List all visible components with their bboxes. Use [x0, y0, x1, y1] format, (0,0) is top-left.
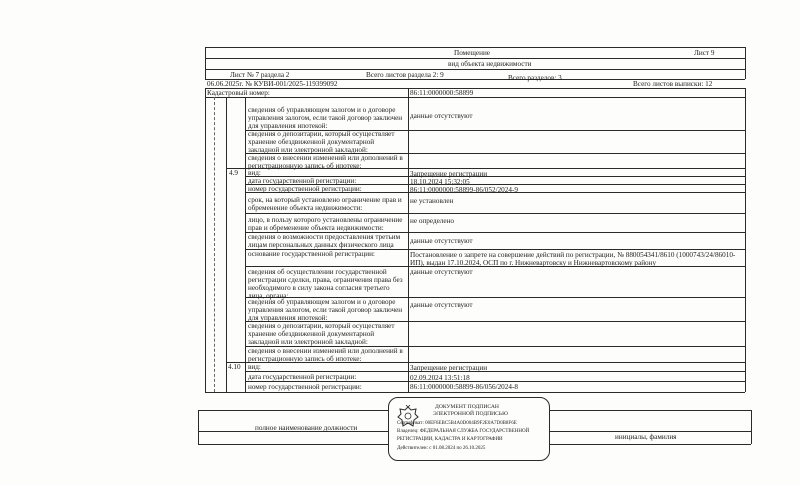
cadastral-label: Кадастровый номер:	[207, 89, 270, 97]
document-title: Помещение	[454, 49, 490, 57]
section-sheet-count: Всего листов раздела 2: 9	[366, 71, 444, 79]
sheet-number: Лист 9	[694, 49, 715, 57]
stamp-title: ДОКУМЕНТ ПОДПИСАН	[435, 404, 499, 410]
stamp-owner: Владелец: ФЕДЕРАЛЬНАЯ СЛУЖБА ГОСУДАРСТВЕННОЙ	[397, 429, 530, 434]
entry-type-label-2: вид:	[248, 363, 261, 371]
stamp-subtitle: ЭЛЕКТРОННОЙ ПОДПИСЬЮ	[433, 411, 508, 417]
registration-number-value: 86:11:0000000:58899-86/052/2024-9	[410, 186, 518, 194]
position-title-label: полное наименование должности	[255, 424, 358, 432]
registration-number-value-2: 86:11:0000000:58899-86/056/2024-8	[410, 383, 518, 391]
section-count: Всего разделов: 3	[508, 74, 562, 82]
cadastral-value: 86:11:0000000:58899	[410, 89, 474, 97]
restriction-term-value: не установлен	[410, 197, 454, 205]
entry-type-value-2: Запрещение регистрации	[410, 364, 488, 372]
depositary-label-2: сведения о депозитарии, который осуществляет хранение обездвиженной документарной закладной или электронной закладной:	[248, 322, 395, 346]
registration-date-label-2: дата государственной регистрации:	[248, 373, 357, 381]
registration-basis-value: Постановление о запрете на совершение действий по регистрации, № 880054341/8610 (1000743/24/86010-ИП), выдан 17.10.2024, ОСП по г. Нижневартовску и Нижневартовскому району	[410, 251, 736, 267]
consent-value: данные отсутствуют	[410, 268, 473, 276]
pledge-manager-label: сведения об управляющем залогом и о договоре управления залогом, если такой договор заключен для управления ипотекой:	[248, 106, 403, 130]
registration-date-value-2: 02.09.2024 13:51:18	[410, 374, 470, 382]
registration-number-label-2: номер государственной регистрации:	[248, 383, 362, 391]
section-sheet-number: Лист № 7 раздела 2	[230, 71, 290, 79]
registration-date-value: 18.10.2024 15:32:05	[410, 178, 470, 186]
object-type-label: вид объекта недвижимости	[448, 60, 532, 68]
registration-date-label: дата государственной регистрации:	[248, 177, 357, 185]
restriction-term-label: срок, на который установлено ограничение прав и обременение объекта недвижимости:	[248, 196, 402, 212]
mortgage-changes-label-2: сведения о внесении изменений или дополнений в регистрационную запись об ипотеке:	[248, 347, 403, 363]
consent-label: сведения об осуществлении государственной регистрации сделки, права, ограничения права без необходимого в силу закона согласия третьего лица, органа:	[248, 268, 403, 300]
pledge-manager-value-2: данные отсутствуют	[410, 301, 473, 309]
signer-name-label: инициалы, фамилия	[615, 433, 677, 441]
electronic-signature-stamp	[388, 397, 550, 461]
pledge-manager-label-2: сведения об управляющем залогом и о договоре управления залогом, если такой договор заключен для управления ипотекой:	[248, 298, 403, 322]
personal-data-value: данные отсутствуют	[410, 237, 473, 245]
document-number: 06.06.2025г. № КУВИ-001/2025-119399092	[207, 80, 338, 88]
depositary-label: сведения о депозитарии, который осуществляет хранение обездвиженной документарной закладной или электронной закладной:	[248, 130, 395, 154]
personal-data-label: сведения о возможности предоставления третьим лицам персональных данных физического лица	[248, 233, 401, 249]
mortgage-changes-label: сведения о внесении изменений или дополнений в регистрационную запись об ипотеке:	[248, 154, 403, 170]
beneficiary-label: лицо, в пользу которого установлены ограничение прав и обременение объекта недвижимости:	[248, 216, 403, 232]
entry-number-4-9: 4.9	[229, 169, 238, 177]
registration-number-label: номер государственной регистрации:	[248, 185, 362, 193]
entry-number-4-10: 4.10	[228, 363, 241, 371]
stamp-owner-cont: РЕГИСТРАЦИИ, КАДАСТРА И КАРТОГРАФИИ	[397, 437, 503, 442]
beneficiary-value: не определено	[410, 217, 455, 225]
stamp-certificate: Сертификат: 00EF6EBC5B4A0D004B9F2E0A7D0B8F6E	[397, 421, 517, 426]
pledge-manager-value: данные отсутствуют	[410, 112, 473, 120]
stamp-validity: Действителен: с 01.08.2024 по 26.10.2025	[397, 446, 486, 451]
entry-type-label: вид:	[248, 169, 261, 177]
registration-basis-label: основание государственной регистрации:	[248, 250, 375, 258]
entry-type-value: Запрещение регистрации	[410, 170, 488, 178]
total-sheet-count: Всего листов выписки: 12	[633, 80, 713, 88]
